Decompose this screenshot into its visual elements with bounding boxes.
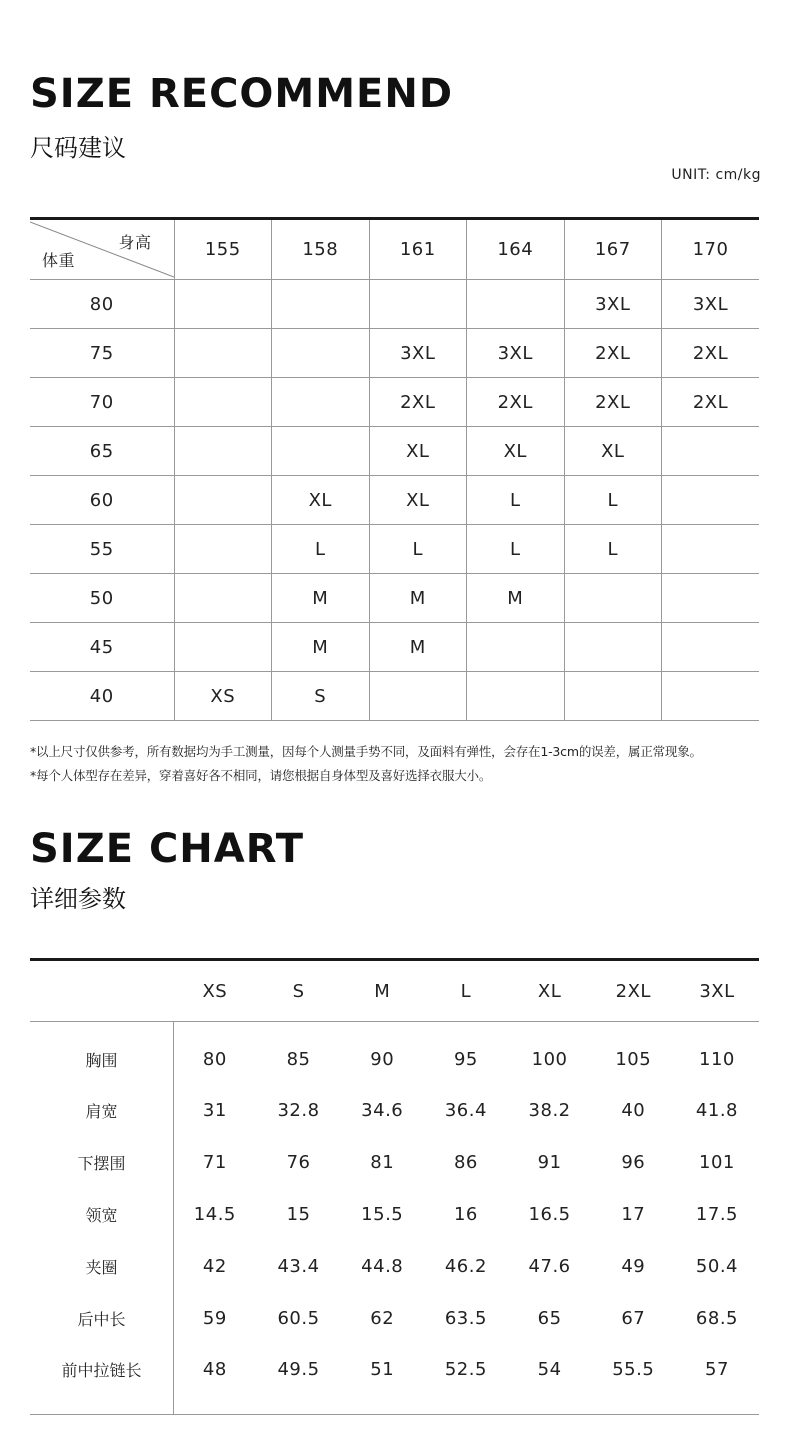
chart-row bbox=[30, 1085, 759, 1137]
measurement-value: 36.4 bbox=[444, 1100, 487, 1122]
measurement-value: 50.4 bbox=[695, 1255, 738, 1277]
recommend-row bbox=[30, 672, 759, 721]
size-cell bbox=[662, 623, 760, 672]
size-cell: 2XL bbox=[564, 378, 662, 427]
measurement-value: 43.4 bbox=[277, 1255, 320, 1277]
measurement-value: 16.5 bbox=[528, 1203, 571, 1225]
measurement-value: 71 bbox=[202, 1152, 227, 1174]
recommend-row bbox=[30, 280, 759, 329]
measurement-value: 46.2 bbox=[444, 1255, 487, 1277]
weight-cell: 60 bbox=[30, 476, 174, 525]
measurement-value: 49.5 bbox=[277, 1359, 320, 1381]
size-cell: 2XL bbox=[662, 329, 760, 378]
recommend-body bbox=[30, 280, 759, 721]
measurement-value: 40 bbox=[621, 1100, 646, 1122]
chart-header-rule bbox=[30, 1021, 759, 1022]
size-cell bbox=[272, 378, 370, 427]
weight-cell: 80 bbox=[30, 280, 174, 329]
size-cell: L bbox=[467, 476, 565, 525]
size-recommend-title: SIZE RECOMMEND bbox=[30, 71, 454, 117]
height-label: 身高 bbox=[118, 233, 152, 252]
size-cell bbox=[174, 378, 272, 427]
measurement-label: 夹圈 bbox=[85, 1257, 118, 1277]
weight-cell: 45 bbox=[30, 623, 174, 672]
measurement-value: 65 bbox=[537, 1307, 562, 1329]
weight-cell: 40 bbox=[30, 672, 174, 721]
chart-row bbox=[30, 1033, 759, 1085]
chart-row bbox=[30, 1292, 759, 1344]
size-cell: M bbox=[369, 574, 467, 623]
weight-cell: 75 bbox=[30, 329, 174, 378]
measurement-value: 67 bbox=[621, 1307, 646, 1329]
measurement-value: 96 bbox=[621, 1152, 646, 1174]
size-cell bbox=[662, 525, 760, 574]
size-col-header: XL bbox=[537, 981, 562, 1002]
size-cell: L bbox=[369, 525, 467, 574]
measurement-value: 34.6 bbox=[361, 1100, 404, 1122]
measurement-value: 68.5 bbox=[695, 1307, 738, 1329]
size-cell: L bbox=[564, 525, 662, 574]
size-recommend-table bbox=[30, 217, 759, 721]
size-cell bbox=[467, 623, 565, 672]
measurement-value: 105 bbox=[615, 1048, 652, 1070]
size-cell: M bbox=[272, 623, 370, 672]
measurement-value: 47.6 bbox=[528, 1255, 571, 1277]
size-cell bbox=[662, 672, 760, 721]
size-cell: 2XL bbox=[564, 329, 662, 378]
recommend-row bbox=[30, 525, 759, 574]
measurement-value: 101 bbox=[699, 1152, 735, 1174]
size-cell bbox=[564, 623, 662, 672]
size-cell: XL bbox=[272, 476, 370, 525]
size-recommend-subtitle: 尺码建议 bbox=[30, 134, 126, 162]
size-cell: L bbox=[272, 525, 370, 574]
measurement-value: 17 bbox=[621, 1203, 646, 1225]
size-col-header: S bbox=[292, 981, 305, 1002]
measurement-value: 60.5 bbox=[277, 1307, 320, 1329]
chart-row bbox=[30, 1240, 759, 1292]
measurement-value: 85 bbox=[286, 1048, 311, 1070]
measurement-value: 55.5 bbox=[612, 1359, 655, 1381]
recommend-row bbox=[30, 574, 759, 623]
size-cell bbox=[174, 427, 272, 476]
size-cell bbox=[174, 525, 272, 574]
measurement-value: 15 bbox=[286, 1203, 311, 1225]
measurement-value: 76 bbox=[286, 1152, 311, 1174]
size-cell: 2XL bbox=[662, 378, 760, 427]
recommend-header-row bbox=[30, 219, 759, 280]
recommend-row bbox=[30, 378, 759, 427]
measurement-value: 81 bbox=[370, 1152, 395, 1174]
measurement-value: 38.2 bbox=[528, 1100, 571, 1122]
measurement-value: 32.8 bbox=[277, 1100, 320, 1122]
chart-header-row bbox=[30, 962, 759, 1021]
measurement-label: 前中拉链长 bbox=[61, 1361, 142, 1381]
measurement-value: 51 bbox=[370, 1359, 395, 1381]
size-chart-title: SIZE CHART bbox=[30, 826, 305, 872]
size-cell: XL bbox=[369, 476, 467, 525]
size-cell: XL bbox=[369, 427, 467, 476]
size-cell bbox=[564, 574, 662, 623]
measurement-value: 16 bbox=[453, 1203, 478, 1225]
height-col-header: 167 bbox=[564, 219, 662, 280]
size-cell bbox=[174, 574, 272, 623]
weight-cell: 70 bbox=[30, 378, 174, 427]
size-cell: M bbox=[272, 574, 370, 623]
size-cell: M bbox=[369, 623, 467, 672]
size-cell: 2XL bbox=[369, 378, 467, 427]
size-cell: XS bbox=[174, 672, 272, 721]
measurement-value: 14.5 bbox=[193, 1203, 236, 1225]
measurement-label: 胸围 bbox=[85, 1050, 118, 1070]
height-col-header: 164 bbox=[467, 219, 565, 280]
weight-label: 体重 bbox=[42, 251, 76, 270]
size-cell: S bbox=[272, 672, 370, 721]
recommend-row bbox=[30, 623, 759, 672]
measurement-value: 100 bbox=[531, 1048, 568, 1070]
size-cell bbox=[272, 280, 370, 329]
height-weight-corner bbox=[30, 219, 174, 280]
recommend-row bbox=[30, 476, 759, 525]
size-cell bbox=[564, 672, 662, 721]
measurement-value: 90 bbox=[370, 1048, 395, 1070]
size-col-header: L bbox=[460, 981, 472, 1002]
size-cell: L bbox=[564, 476, 662, 525]
measurement-value: 49 bbox=[621, 1255, 646, 1277]
note-line: *以上尺寸仅供参考，所有数据均为手工测量，因每个人测量手势不同，及面料有弹性，会存在1-3cm的误差，属正常现象。 bbox=[30, 744, 702, 759]
measurement-value: 91 bbox=[537, 1152, 562, 1174]
recommend-row bbox=[30, 329, 759, 378]
note-line: *每个人体型存在差异，穿着喜好各不相同，请您根据自身体型及喜好选择衣服大小。 bbox=[30, 768, 492, 783]
size-col-header: 3XL bbox=[699, 981, 735, 1002]
measurement-label: 领宽 bbox=[85, 1205, 118, 1225]
size-cell bbox=[369, 672, 467, 721]
chart-top-rule bbox=[30, 958, 759, 961]
chart-row bbox=[30, 1137, 759, 1189]
size-cell bbox=[369, 280, 467, 329]
measurement-value: 95 bbox=[453, 1048, 478, 1070]
size-cell: 3XL bbox=[662, 280, 760, 329]
measurement-value: 15.5 bbox=[361, 1203, 404, 1225]
weight-cell: 50 bbox=[30, 574, 174, 623]
measurement-value: 63.5 bbox=[444, 1307, 487, 1329]
height-col-header: 170 bbox=[662, 219, 760, 280]
size-cell: L bbox=[467, 525, 565, 574]
measurement-value: 17.5 bbox=[695, 1203, 738, 1225]
size-cell bbox=[662, 427, 760, 476]
size-cell bbox=[174, 476, 272, 525]
measurement-label: 后中长 bbox=[77, 1309, 126, 1329]
size-cell bbox=[174, 329, 272, 378]
size-col-header: M bbox=[374, 981, 391, 1002]
size-cell bbox=[174, 623, 272, 672]
weight-cell: 55 bbox=[30, 525, 174, 574]
chart-row bbox=[30, 1188, 759, 1240]
size-cell: 2XL bbox=[467, 378, 565, 427]
size-cell bbox=[662, 574, 760, 623]
size-cell: XL bbox=[564, 427, 662, 476]
measurement-value: 59 bbox=[202, 1307, 227, 1329]
measurement-value: 80 bbox=[202, 1048, 227, 1070]
height-col-header: 155 bbox=[174, 219, 272, 280]
recommend-row bbox=[30, 427, 759, 476]
unit-label: UNIT: cm/kg bbox=[671, 167, 761, 183]
measurement-value: 54 bbox=[537, 1359, 562, 1381]
height-col-header: 158 bbox=[272, 219, 370, 280]
size-col-header: 2XL bbox=[615, 981, 651, 1002]
measurement-value: 57 bbox=[705, 1359, 729, 1381]
weight-cell: 65 bbox=[30, 427, 174, 476]
chart-bottom-rule bbox=[30, 1414, 759, 1415]
size-cell bbox=[662, 476, 760, 525]
size-cell: 3XL bbox=[564, 280, 662, 329]
measurement-value: 42 bbox=[202, 1255, 227, 1277]
size-cell: XL bbox=[467, 427, 565, 476]
measurement-value: 31 bbox=[202, 1100, 227, 1122]
size-cell bbox=[272, 427, 370, 476]
measurement-value: 44.8 bbox=[361, 1255, 404, 1277]
size-chart-subtitle: 详细参数 bbox=[30, 885, 126, 913]
measurement-label: 下摆围 bbox=[77, 1154, 126, 1174]
measurement-value: 62 bbox=[370, 1307, 395, 1329]
size-col-header: XS bbox=[202, 981, 228, 1002]
height-col-header: 161 bbox=[369, 219, 467, 280]
measurement-value: 52.5 bbox=[444, 1359, 487, 1381]
size-cell bbox=[272, 329, 370, 378]
size-cell: 3XL bbox=[467, 329, 565, 378]
size-cell: 3XL bbox=[369, 329, 467, 378]
measurement-value: 110 bbox=[699, 1048, 735, 1070]
chart-row bbox=[30, 1344, 759, 1396]
size-cell bbox=[467, 672, 565, 721]
measurement-label: 肩宽 bbox=[85, 1102, 118, 1122]
measurement-value: 41.8 bbox=[695, 1100, 738, 1122]
notes bbox=[30, 740, 770, 788]
size-cell: M bbox=[467, 574, 565, 623]
measurement-value: 86 bbox=[453, 1152, 478, 1174]
size-cell bbox=[174, 280, 272, 329]
measurement-value: 48 bbox=[202, 1359, 227, 1381]
size-cell bbox=[467, 280, 565, 329]
